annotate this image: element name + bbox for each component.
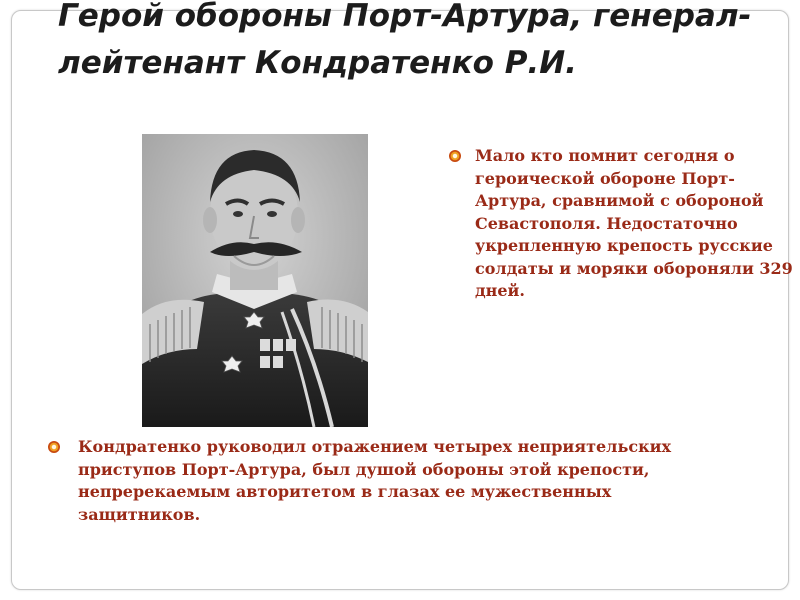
orange-bullet-icon — [449, 150, 461, 162]
orange-bullet-icon — [48, 441, 60, 453]
slide-title: Герой обороны Порт-Артура, генерал-лейтенант Кондратенко Р.И. — [58, 0, 752, 81]
bullet-text-2: Кондратенко руководил отражением четырех неприятельских приступов Порт-Артура, был душой обороны этой крепости, непререкаемым авторитетом в глазах ее мужественных защитников. — [78, 437, 672, 524]
bullet-text-1: Мало кто помнит сегодня о героической обороне Порт-Артура, сравнимой с обороной Севастополя. Недостаточно укрепленную крепость русские солдаты и моряки обороняли 329 дней. — [475, 146, 793, 300]
portrait-photo — [142, 134, 368, 427]
slide-frame — [11, 0, 793, 590]
portrait-illustration — [142, 134, 368, 427]
